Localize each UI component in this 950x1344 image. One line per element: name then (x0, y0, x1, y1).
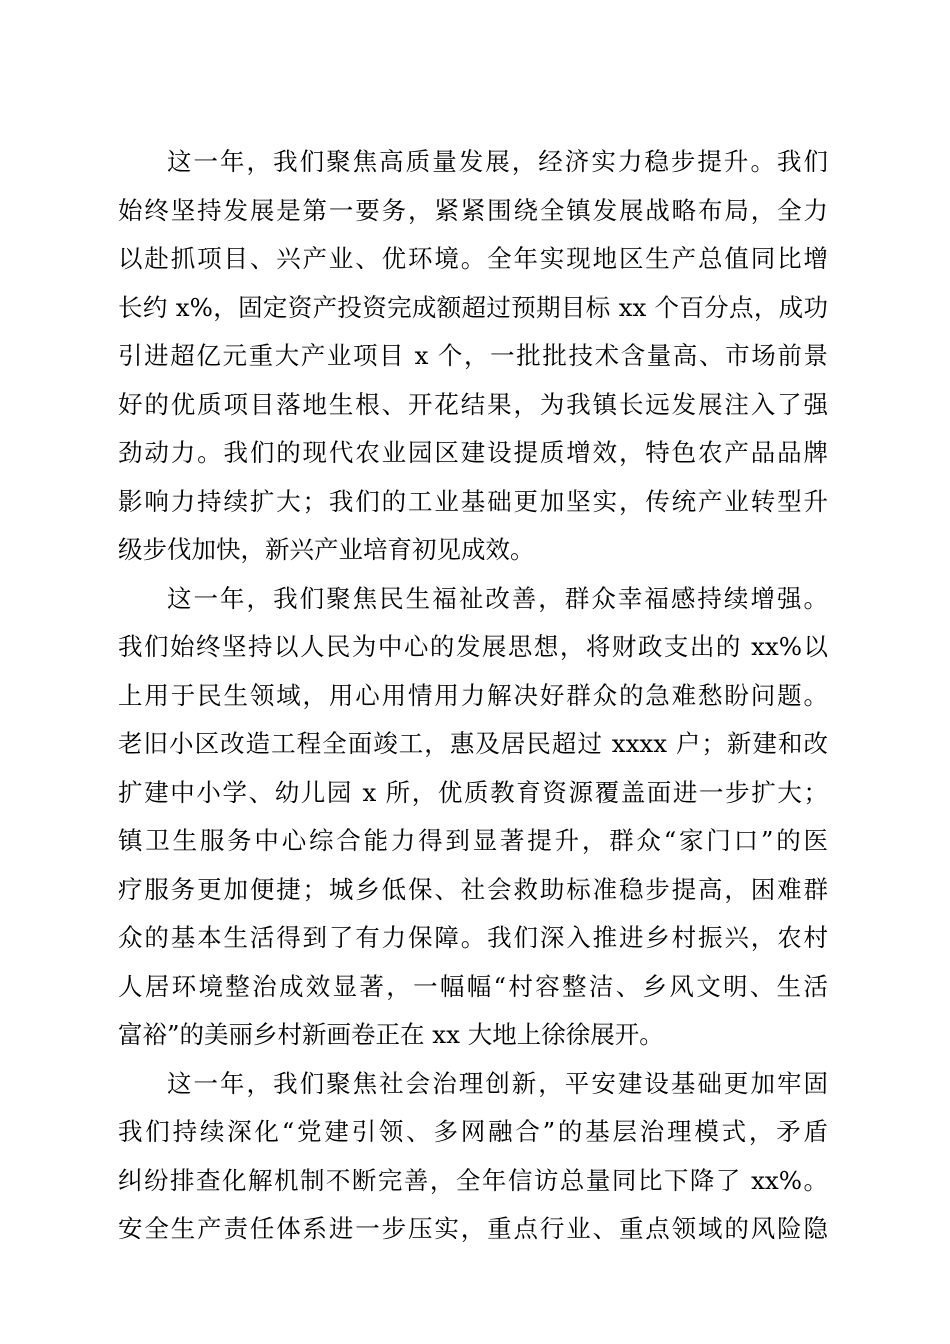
paragraph-3-line-1: 这一年，我们聚焦社会治理创新，平安建设基础更加牢固 (167, 1068, 828, 1098)
paragraph-2-line-3: 上用于民生领域，用心用情用力解决好群众的急难愁盼问题。 (118, 680, 828, 710)
paragraph-1-line-9: 级步伐加快，新兴产业培育初见成效。 (118, 535, 535, 564)
paragraph-2-line-6: 镇卫生服务中心综合能力得到显著提升，群众“家门口”的医 (118, 826, 828, 855)
paragraph-1-line-2: 始终坚持发展是第一要务，紧紧围绕全镇发展战略布局，全力 (118, 195, 828, 225)
paragraph-2-line-10: 富裕”的美丽乡村新画卷正在 xx 大地上徐徐展开。 (118, 1020, 664, 1049)
paragraph-3-line-4: 安全生产责任体系进一步压实，重点行业、重点领域的风险隐 (118, 1214, 828, 1243)
paragraph-2-line-4: 老旧小区改造工程全面竣工，惠及居民超过 xxxx 户；新建和改 (118, 729, 828, 758)
paragraph-2-line-5: 扩建中小学、幼儿园 x 所，优质教育资源覆盖面进一步扩大； (118, 777, 828, 807)
paragraph-2-line-9: 人居环境整治成效显著，一幅幅“村容整洁、乡风文明、生活 (118, 971, 828, 1001)
paragraph-3-line-2: 我们持续深化“党建引领、多网融合”的基层治理模式，矛盾 (118, 1117, 828, 1146)
paragraph-2-line-2: 我们始终坚持以人民为中心的发展思想，将财政支出的 xx%以 (118, 632, 828, 661)
paragraph-1-line-3: 以赴抓项目、兴产业、优环境。全年实现地区生产总值同比增 (118, 244, 828, 273)
paragraph-1-line-6: 好的优质项目落地生根、开花结果，为我镇长远发展注入了强 (118, 389, 828, 419)
paragraph-1-line-1: 这一年，我们聚焦高质量发展，经济实力稳步提升。我们 (167, 147, 828, 176)
paragraph-3-line-3: 纠纷排查化解机制不断完善，全年信访总量同比下降了 xx%。 (118, 1165, 828, 1195)
body-text (118, 138, 828, 1254)
paragraph-1-line-5: 引进超亿元重大产业项目 x 个，一批批技术含量高、市场前景 (118, 341, 828, 370)
paragraph-1-line-4: 长约 x%，固定资产投资完成额超过预期目标 xx 个百分点，成功 (118, 292, 828, 322)
paragraph-2-line-1: 这一年，我们聚焦民生福祉改善，群众幸福感持续增强。 (167, 583, 828, 613)
paragraph-2-line-8: 众的基本生活得到了有力保障。我们深入推进乡村振兴，农村 (118, 923, 828, 952)
paragraph-2-line-7: 疗服务更加便捷；城乡低保、社会救助标准稳步提高，困难群 (118, 874, 828, 904)
paragraph-1-line-8: 影响力持续扩大；我们的工业基础更加坚实，传统产业转型升 (118, 486, 828, 516)
paragraph-1-line-7: 劲动力。我们的现代农业园区建设提质增效，特色农产品品牌 (118, 438, 828, 467)
